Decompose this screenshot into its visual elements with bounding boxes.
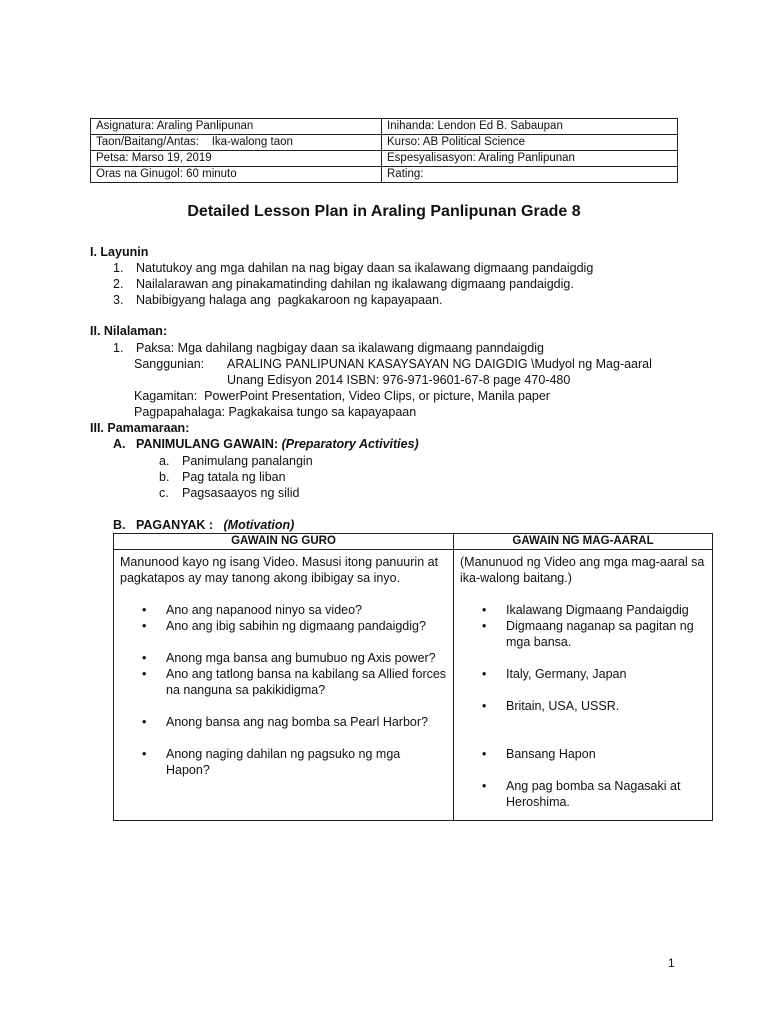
student-intro: (Manunuod ng Video ang mga mag-aaral sa ika-walong baitang.)	[460, 555, 705, 585]
bullet-icon: •	[482, 699, 487, 713]
table-row	[91, 119, 678, 135]
reference-line-1: ARALING PANLIPUNAN KASAYSAYAN NG DAIGDIG \Mudyol ng Mag-aaral	[227, 357, 652, 371]
subsection-title: PAGANYAK :	[136, 518, 214, 532]
list-item	[460, 666, 706, 682]
info-date: Petsa: Marso 19, 2019	[91, 151, 382, 167]
bullet-icon: •	[142, 619, 147, 633]
subsection-letter: A.	[113, 437, 126, 451]
column-header-student: GAWAIN NG MAG-AARAL	[454, 534, 713, 550]
list-item	[120, 666, 447, 698]
list-item	[460, 602, 706, 618]
list-item	[460, 698, 706, 714]
list-item: Nabibigyang halaga ang pagkakaroon ng kapayapaan.	[136, 293, 443, 307]
section-heading-layunin: I. Layunin	[90, 245, 149, 259]
table-row	[91, 135, 678, 151]
list-item-letter: a.	[159, 454, 170, 468]
teacher-question: Ano ang tatlong bansa na kabilang sa Allied forces na nanguna sa pakikidigma?	[166, 667, 447, 697]
list-item	[120, 714, 447, 730]
list-item	[120, 746, 447, 778]
student-answer: Ang pag bomba sa Nagasaki at Heroshima.	[506, 779, 681, 809]
student-answer: Italy, Germany, Japan	[506, 667, 627, 681]
teacher-question: Anong bansa ang nag bomba sa Pearl Harbor?	[166, 715, 428, 729]
topic-line: Paksa: Mga dahilang nagbigay daan sa ikalawang digmaang panndaigdig	[136, 341, 544, 355]
list-item: Natutukoy ang mga dahilan na nag bigay daan sa ikalawang digmaang pandaigdig	[136, 261, 594, 275]
teacher-question: Ano ang ibig sabihin ng digmaang pandaigdig?	[166, 619, 426, 633]
bullet-icon: •	[482, 619, 487, 633]
list-item-number: 3.	[113, 293, 124, 307]
table-row	[91, 151, 678, 167]
values-line: Pagpapahalaga: Pagkakaisa tungo sa kapayapaan	[134, 405, 417, 419]
list-item	[120, 602, 447, 618]
activity-table	[113, 533, 713, 821]
student-answer: Digmaang naganap sa pagitan ng mga bansa.	[506, 619, 694, 649]
teacher-question: Ano ang napanood ninyo sa video?	[166, 603, 362, 617]
bullet-icon: •	[482, 603, 487, 617]
subsection-heading-preparatory	[136, 436, 419, 452]
list-item	[460, 746, 706, 762]
bullet-icon: •	[142, 667, 147, 681]
list-item	[460, 618, 706, 650]
bullet-icon: •	[482, 747, 487, 761]
subsection-subtitle: (Motivation)	[223, 518, 295, 532]
column-header-teacher: GAWAIN NG GURO	[114, 534, 454, 550]
list-item-number: 1.	[113, 341, 124, 355]
section-heading-nilalaman: II. Nilalaman:	[90, 324, 168, 338]
info-rating: Rating:	[382, 167, 678, 183]
teacher-activity-cell	[114, 550, 454, 821]
list-item: Panimulang panalangin	[182, 454, 313, 468]
bullet-icon: •	[142, 715, 147, 729]
info-specialization: Espesyalisasyon: Araling Panlipunan	[382, 151, 678, 167]
page-title: Detailed Lesson Plan in Araling Panlipunan Grade 8	[187, 203, 581, 220]
list-item	[120, 650, 447, 666]
list-item-letter: b.	[159, 470, 170, 484]
bullet-icon: •	[142, 651, 147, 665]
info-prepared-by: Inihanda: Lendon Ed B. Sabaupan	[382, 119, 678, 135]
info-year-level: Taon/Baitang/Antas: Ika-walong taon	[91, 135, 382, 151]
table-header-row	[114, 534, 713, 550]
student-answer: Bansang Hapon	[506, 747, 596, 761]
info-course: Kurso: AB Political Science	[382, 135, 678, 151]
subsection-subtitle: (Preparatory Activities)	[281, 437, 419, 451]
info-time-spent: Oras na Ginugol: 60 minuto	[91, 167, 382, 183]
bullet-icon: •	[482, 667, 487, 681]
reference-line-2: Unang Edisyon 2014 ISBN: 976-971-9601-67-8 page 470-480	[227, 373, 571, 387]
subsection-heading-motivation	[136, 517, 294, 533]
info-subject: Asignatura: Araling Panlipunan	[91, 119, 382, 135]
student-answer-list	[460, 602, 706, 810]
student-answer: Ikalawang Digmaang Pandaigdig	[506, 603, 689, 617]
table-row	[114, 550, 713, 821]
teacher-question-list	[120, 602, 447, 778]
list-item-number: 2.	[113, 277, 124, 291]
list-item: Pag tatala ng liban	[182, 470, 286, 484]
table-row	[91, 167, 678, 183]
student-answer: Britain, USA, USSR.	[506, 699, 620, 713]
reference-label: Sanggunian:	[134, 357, 205, 371]
info-table	[90, 118, 678, 183]
bullet-icon: •	[482, 779, 487, 793]
bullet-icon: •	[142, 603, 147, 617]
bullet-icon: •	[142, 747, 147, 761]
list-item: Pagsasaayos ng silid	[182, 486, 300, 500]
list-item	[120, 618, 447, 634]
section-heading-pamamaraan: III. Pamamaraan:	[90, 421, 190, 435]
subsection-title: PANIMULANG GAWAIN:	[136, 437, 279, 451]
student-activity-cell	[454, 550, 713, 821]
materials-line: Kagamitan: PowerPoint Presentation, Video Clips, or picture, Manila paper	[134, 389, 550, 403]
teacher-question: Anong mga bansa ang bumubuo ng Axis power?	[166, 651, 436, 665]
teacher-intro: Manunood kayo ng isang Video. Masusi itong panuurin at pagkatapos ay may tanong akong ibibigay sa inyo.	[120, 555, 439, 585]
list-item: Nailalarawan ang pinakamatinding dahilan ng ikalawang digmaang pandaigdig.	[136, 277, 574, 291]
page-number: 1	[668, 956, 675, 970]
list-item-number: 1.	[113, 261, 124, 275]
subsection-letter: B.	[113, 518, 126, 532]
list-item-letter: c.	[159, 486, 169, 500]
list-item	[460, 778, 706, 810]
teacher-question: Anong naging dahilan ng pagsuko ng mga Hapon?	[166, 747, 401, 777]
